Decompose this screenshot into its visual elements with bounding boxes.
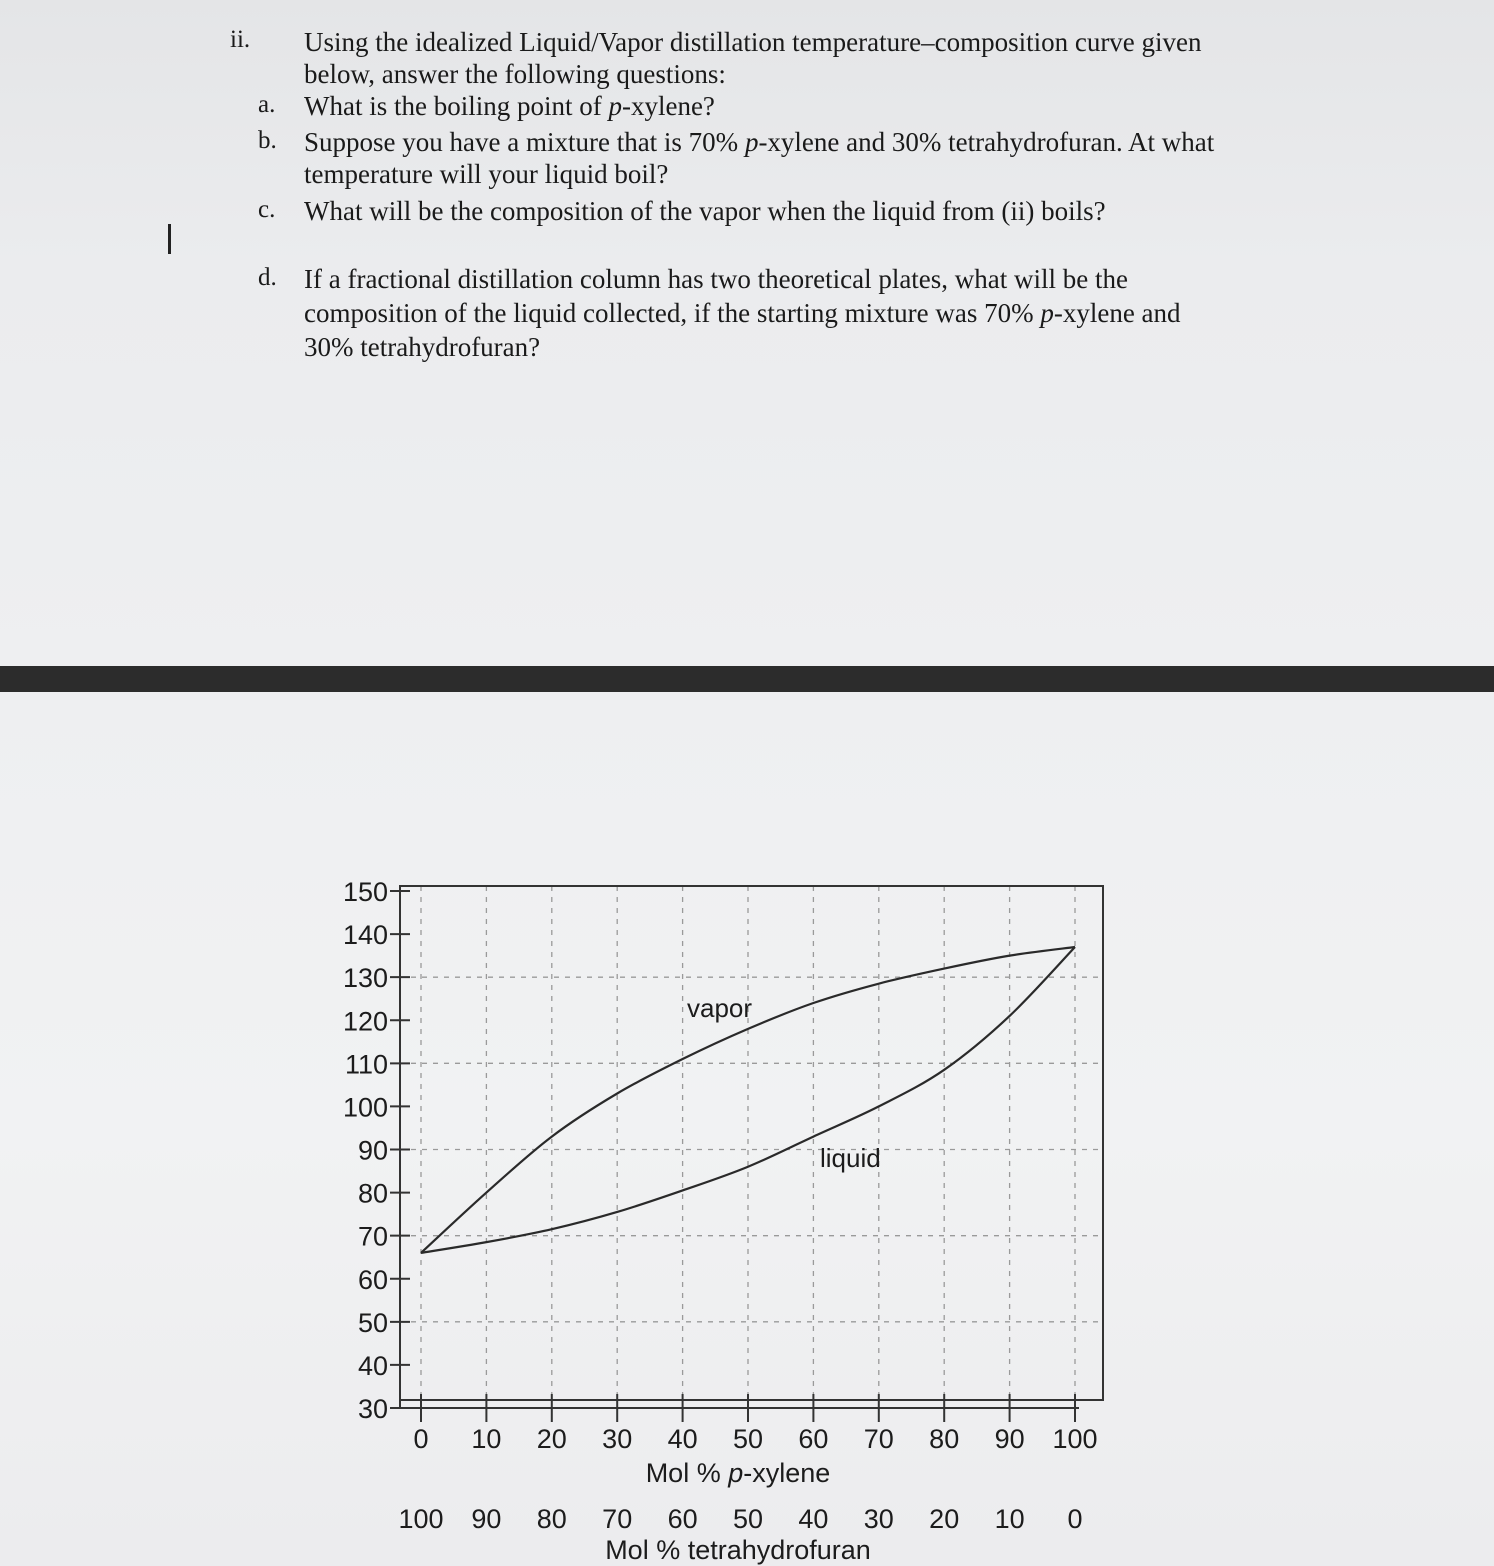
- x-axis-title: Mol % p-xylene: [645, 1458, 831, 1488]
- x-tick-label: 100: [1052, 1424, 1098, 1454]
- y-tick-label: 80: [357, 1178, 388, 1209]
- x2-tick-label: 70: [602, 1504, 633, 1534]
- y-tick-label: 110: [344, 1049, 388, 1080]
- x2-tick-label: 30: [863, 1504, 894, 1534]
- question-number: ii.: [230, 26, 251, 53]
- part-c-marker: c.: [258, 196, 276, 223]
- liquid-curve-label: liquid: [820, 1143, 881, 1173]
- part-c-text: What will be the composition of the vapor when the liquid from (ii) boils?: [304, 196, 1106, 226]
- y-tick-label: 60: [357, 1264, 388, 1295]
- part-d-text-line1: If a fractional distillation column has two theoretical plates, what will be the: [304, 264, 1129, 294]
- x2-tick-label: 90: [471, 1504, 502, 1534]
- question-intro-line1: Using the idealized Liquid/Vapor distillation temperature–composition curve given: [304, 27, 1202, 57]
- x2-tick-label: 0: [1067, 1504, 1083, 1534]
- x-tick-label: 0: [413, 1424, 429, 1454]
- x-tick-label: 60: [798, 1424, 829, 1454]
- y-tick-label: 130: [342, 963, 388, 994]
- x2-tick-label: 10: [994, 1504, 1025, 1534]
- y-tick-label: 40: [357, 1350, 388, 1381]
- y-tick-label: 50: [357, 1307, 388, 1338]
- part-d-text-line2: composition of the liquid collected, if the starting mixture was 70% p-xylene and: [304, 298, 1181, 328]
- x-tick-label: 80: [929, 1424, 960, 1454]
- x2-tick-label: 20: [929, 1504, 960, 1534]
- y-tick-label: 140: [342, 920, 388, 951]
- x-tick-label: 70: [863, 1424, 894, 1454]
- x-tick-label: 20: [536, 1424, 567, 1454]
- x2-axis-title: Mol % tetrahydrofuran: [605, 1535, 871, 1565]
- part-b-text-line1: Suppose you have a mixture that is 70% p-xylene and 30% tetrahydrofuran. At what: [304, 127, 1215, 157]
- x-tick-label: 40: [667, 1424, 698, 1454]
- x-tick-label: 90: [994, 1424, 1025, 1454]
- x-tick-label: 30: [602, 1424, 633, 1454]
- x2-tick-label: 40: [798, 1504, 829, 1534]
- y-tick-label: 90: [357, 1135, 388, 1166]
- part-d-marker: d.: [258, 264, 277, 291]
- part-a-text: What is the boiling point of p-xylene?: [304, 91, 715, 121]
- x2-tick-label: 50: [732, 1504, 764, 1534]
- x-tick-label: 10: [471, 1424, 502, 1454]
- y-tick-label: 30: [357, 1394, 388, 1424]
- question-intro-line2: below, answer the following questions:: [304, 59, 726, 89]
- y-tick-label: 150: [342, 877, 388, 907]
- y-tick-label: 120: [342, 1006, 388, 1037]
- x2-tick-label: 60: [667, 1504, 698, 1534]
- y-tick-label: 70: [357, 1221, 388, 1252]
- plot-frame: [400, 886, 1103, 1400]
- part-a-marker: a.: [258, 91, 276, 118]
- x2-tick-label: 100: [398, 1504, 444, 1534]
- y-tick-label: 100: [342, 1092, 388, 1123]
- part-b-marker: b.: [258, 127, 277, 154]
- part-b-text-line2: temperature will your liquid boil?: [304, 159, 669, 189]
- part-d-text-line3: 30% tetrahydrofuran?: [304, 332, 541, 362]
- vapor-curve-label: vapor: [687, 993, 753, 1023]
- x-tick-label: 50: [732, 1424, 764, 1454]
- x2-tick-label: 80: [536, 1504, 567, 1534]
